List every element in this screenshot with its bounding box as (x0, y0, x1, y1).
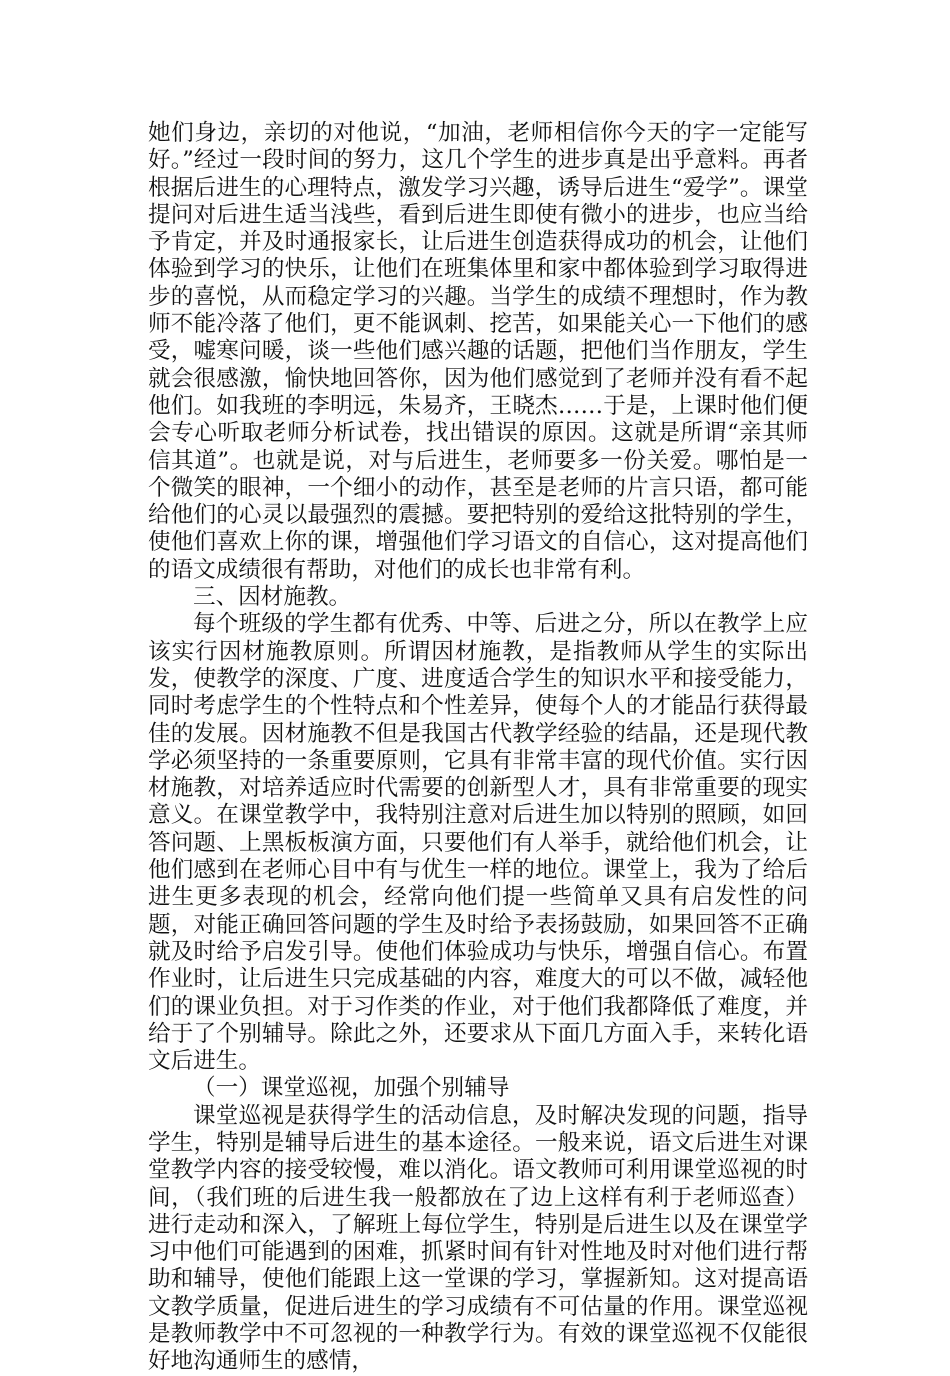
section-heading-teaching-by-aptitude: 三、因材施教。 (193, 584, 352, 611)
document-body (148, 120, 808, 1376)
paragraph-student-care: 她们身边，亲切的对他说，“加油，老师相信你今天的字一定能写好。”经过一段时间的努力，这几个学生的进步真是出乎意料。再者根据后进生的心理特点，激发学习兴趣，诱导后进生“爱学”。课堂提问对后进生适当浅些，看到后进生即使有微小的进步，也应当给予肯定，并及时通报家长，让后进生创造获得成功的机会，让他们体验到学习的快乐，让他们在班集体里和家中都体验到学习取得进步的喜悦，从而稳定学习的兴趣。当学生的成绩不理想时，作为教师不能冷落了他们，更不能讽刺、挖苦，如果能关心一下他们的感受，嘘寒问暖，谈一些他们感兴趣的话题，把他们当作朋友，学生就会很感激，愉快地回答你，因为他们感觉到了老师并没有看不起他们。如我班的李明远，朱易齐，王晓杰……于是，上课时他们便会专心听取老师分析试卷，找出错误的原因。这就是所谓“亲其师信其道”。也就是说，对与后进生，老师要多一份关爱。哪怕是一个微笑的眼神，一个细小的动作，甚至是老师的片言只语，都可能给他们的心灵以最强烈的震撼。要把特别的爱给这批特别的学生，使他们喜欢上你的课，增强他们学习语文的自信心，这对提高他们的语文成绩很有帮助，对他们的成长也非常有利。 (148, 120, 808, 583)
subsection-heading-classroom-patrol: （一）课堂巡视，加强个别辅导 (193, 1075, 510, 1102)
paragraph-teaching-by-aptitude: 每个班级的学生都有优秀、中等、后进之分，所以在教学上应该实行因材施教原则。所谓因材施教，是指教师从学生的实际出发，使教学的深度、广度、进度适合学生的知识水平和接受能力，同时考虑学生的个性特点和个性差异，使每个人的才能品行获得最佳的发展。因材施教不但是我国古代教学经验的结晶，还是现代教学必须坚持的一条重要原则，它具有非常丰富的现代价值。实行因材施教，对培养适应时代需要的创新型人才，具有非常重要的现实意义。在课堂教学中，我特别注意对后进生加以特别的照顾，如回答问题、上黑板板演方面，只要他们有人举手，就给他们机会，让他们感到在老师心目中有与优生一样的地位。课堂上，我为了给后进生更多表现的机会，经常向他们提一些简单又具有启发性的问题，对能正确回答问题的学生及时给予表扬鼓励，如果回答不正确就及时给予启发引导。使他们体验成功与快乐，增强自信心。布置作业时，让后进生只完成基础的内容，难度大的可以不做，减轻他们的课业负担。对于习作类的作业，对于他们我都降低了难度，并给于了个别辅导。除此之外，还要求从下面几方面入手，来转化语文后进生。 (148, 611, 808, 1075)
paragraph-classroom-patrol: 课堂巡视是获得学生的活动信息，及时解决发现的问题，指导学生，特别是辅导后进生的基本途径。一般来说，语文后进生对课堂教学内容的接受较慢，难以消化。语文教师可利用课堂巡视的时间，（我们班的后进生我一般都放在了边上这样有利于老师巡查）进行走动和深入，了解班上每位学生，特别是后进生以及在课堂学习中他们可能遇到的困难，抓紧时间有针对性地及时对他们进行帮助和辅导，使他们能跟上这一堂课的学习，掌握新知。这对提高语文教学质量，促进后进生的学习成绩有不可估量的作用。课堂巡视是教师教学中不可忽视的一种教学行为。有效的课堂巡视不仅能很好地沟通师生的感情， (148, 1102, 808, 1375)
